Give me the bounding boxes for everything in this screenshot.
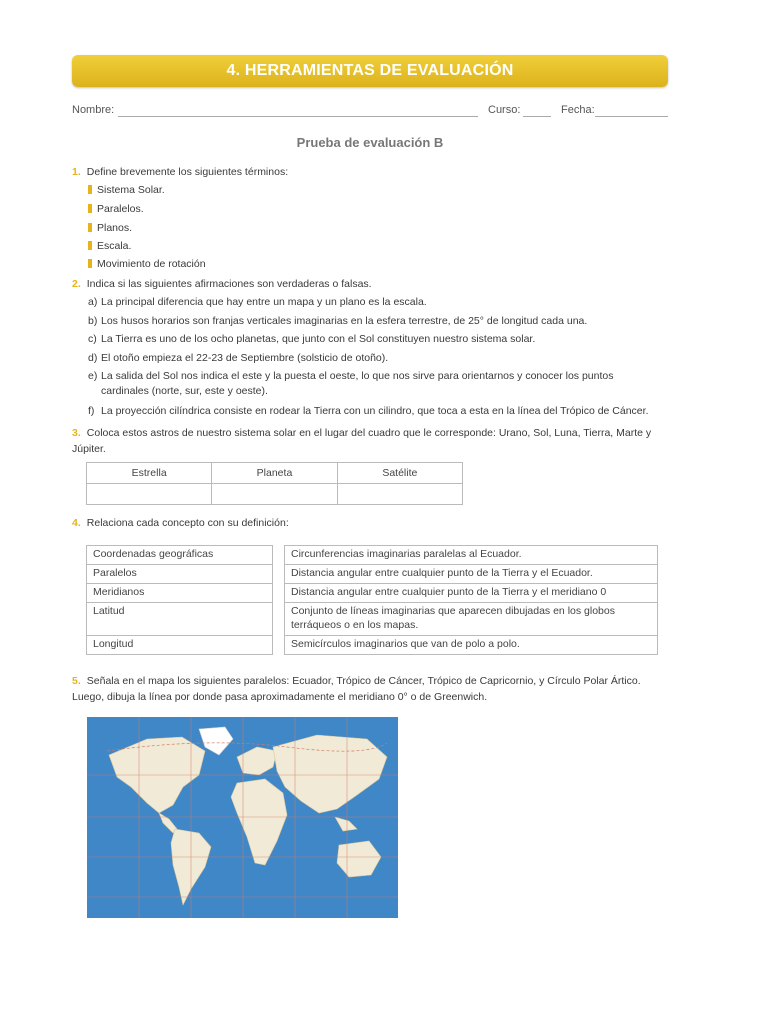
section-title-banner <box>72 55 668 87</box>
table-row <box>87 603 273 636</box>
item-letter: e) <box>88 370 98 382</box>
question-text: Señala en el mapa los siguientes paralelos: Ecuador, Trópico de Cáncer, Trópico de Capricornio, y Círculo Polar Ártico. Luego, dibuja la línea por donde pasa aproximadamente el meridiano 0° o de Greenwich. <box>72 675 641 703</box>
statement-item <box>88 332 668 347</box>
question-text: Define brevemente los siguientes términos: <box>86 166 289 178</box>
item-text: El otoño empieza el 22-23 de Septiembre (solsticio de otoño). <box>101 352 389 364</box>
list-item: Planos. <box>88 220 132 236</box>
answer-cell[interactable] <box>337 484 462 505</box>
concept-cell[interactable]: Paralelos <box>87 565 273 584</box>
answer-cell[interactable] <box>212 484 337 505</box>
statement-item <box>88 404 668 419</box>
concept-cell[interactable]: Longitud <box>87 636 273 655</box>
question-text: Indica si las siguientes afirmaciones son verdaderas o falsas. <box>86 278 372 290</box>
statement-item <box>88 295 668 310</box>
item-text: La salida del Sol nos indica el este y la puesta el oeste, lo que nos sirve para orientarnos y conocer los puntos cardinales (norte, sur, este y oeste). <box>101 370 614 397</box>
list-item: Escala. <box>88 238 131 254</box>
name-field[interactable] <box>118 116 478 117</box>
list-item: Movimiento de rotación <box>88 256 206 272</box>
table-row <box>87 584 273 603</box>
item-letter: b) <box>88 315 98 327</box>
date-field[interactable] <box>595 116 668 117</box>
question-number: 4. <box>72 517 81 529</box>
course-field[interactable] <box>523 116 551 117</box>
statement-item <box>88 314 668 329</box>
statement-item <box>88 351 668 366</box>
table-row <box>87 565 273 584</box>
classification-table <box>86 462 463 505</box>
definition-cell[interactable]: Distancia angular entre cualquier punto de la Tierra y el Ecuador. <box>285 565 658 584</box>
item-letter: d) <box>88 352 98 364</box>
date-label: Fecha: <box>561 104 595 116</box>
answer-cell[interactable] <box>87 484 212 505</box>
concept-cell[interactable]: Latitud <box>87 603 273 636</box>
table-row <box>87 484 463 505</box>
concept-cell[interactable]: Coordenadas geográficas <box>87 546 273 565</box>
question-text: Relaciona cada concepto con su definición: <box>86 517 289 529</box>
table-row <box>285 603 658 636</box>
definition-cell[interactable]: Conjunto de líneas imaginarias que aparecen dibujadas en los globos terráqueos o en los mapas. <box>285 603 658 636</box>
table-row <box>285 584 658 603</box>
item-letter: a) <box>88 296 98 308</box>
list-item: Sistema Solar. <box>88 182 165 198</box>
table-row <box>87 546 273 565</box>
definition-cell[interactable]: Distancia angular entre cualquier punto de la Tierra y el meridiano 0 <box>285 584 658 603</box>
course-label: Curso: <box>488 104 521 116</box>
concept-cell[interactable]: Meridianos <box>87 584 273 603</box>
item-letter: f) <box>88 405 95 417</box>
definition-cell[interactable]: Circunferencias imaginarias paralelas al Ecuador. <box>285 546 658 565</box>
question-5 <box>72 673 672 705</box>
table-row <box>285 565 658 584</box>
item-text: La proyección cilíndrica consiste en rodear la Tierra con un cilindro, que toca a esta en la línea del Trópico de Cáncer. <box>101 405 649 417</box>
question-number: 5. <box>72 675 81 687</box>
item-letter: c) <box>88 333 97 345</box>
item-text: Los husos horarios son franjas verticales imaginarias en la esfera terrestre, de 25° de longitud cada una. <box>101 315 588 327</box>
world-map[interactable] <box>87 717 398 918</box>
question-number: 3. <box>72 427 81 439</box>
table-header-row <box>87 463 463 484</box>
item-text: La Tierra es uno de los ocho planetas, que junto con el Sol constituyen nuestro sistema solar. <box>101 333 536 345</box>
question-number: 1. <box>72 166 81 178</box>
question-text: Coloca estos astros de nuestro sistema solar en el lugar del cuadro que le corresponde: Urano, Sol, Luna, Tierra, Marte y Júpiter. <box>72 427 652 455</box>
list-item: Paralelos. <box>88 201 144 217</box>
table-header: Estrella <box>87 463 212 484</box>
concept-table <box>86 545 273 655</box>
table-row <box>87 636 273 655</box>
definition-cell[interactable]: Semicírculos imaginarios que van de polo a polo. <box>285 636 658 655</box>
student-info-row <box>72 104 668 120</box>
definition-table <box>284 545 658 655</box>
name-label: Nombre: <box>72 104 115 116</box>
table-row <box>285 636 658 655</box>
test-subtitle: Prueba de evaluación B <box>296 135 444 150</box>
question-3 <box>72 425 668 457</box>
table-row <box>285 546 658 565</box>
question-number: 2. <box>72 278 81 290</box>
section-title: 4. HERRAMIENTAS DE EVALUACIÓN <box>226 62 514 79</box>
statement-item <box>88 369 668 399</box>
item-text: La principal diferencia que hay entre un mapa y un plano es la escala. <box>101 296 427 308</box>
table-header: Satélite <box>337 463 462 484</box>
question-2 <box>72 276 372 292</box>
question-1 <box>72 164 288 180</box>
question-4 <box>72 515 289 531</box>
table-header: Planeta <box>212 463 337 484</box>
